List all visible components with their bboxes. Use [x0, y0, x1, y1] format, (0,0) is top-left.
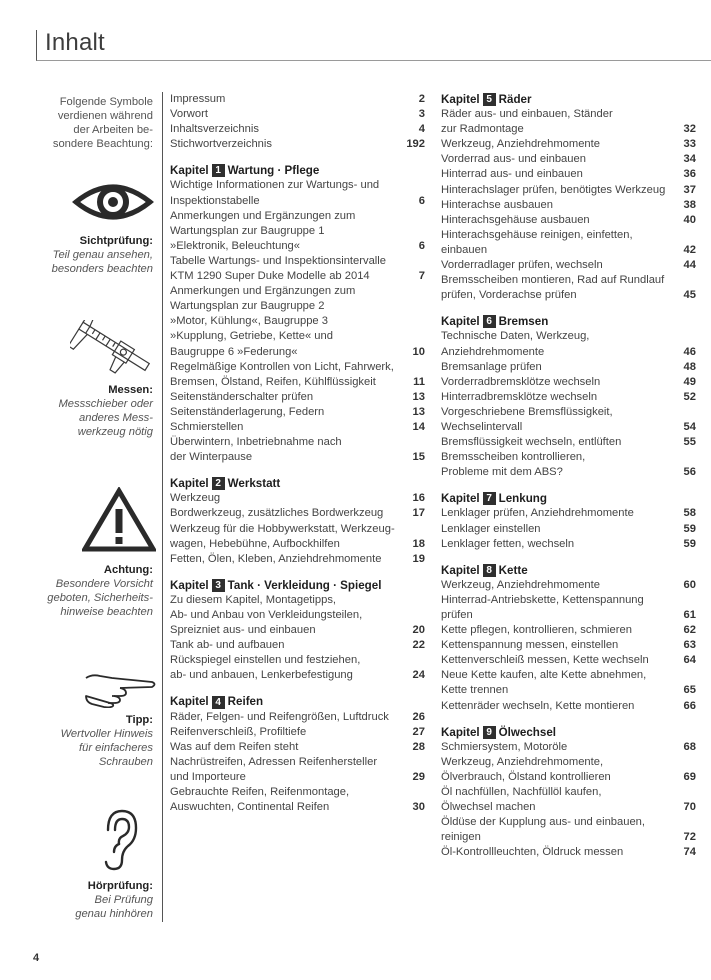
toc-entry[interactable]	[441, 360, 696, 375]
chapter-heading	[441, 92, 696, 107]
toc-entry[interactable]	[441, 578, 696, 593]
toc-entry[interactable]	[170, 360, 425, 390]
page-number: 4	[33, 952, 40, 964]
toc-entry-title: Hinterachse ausbauen	[441, 198, 553, 211]
toc-entry-title: Stichwortverzeichnis	[170, 138, 272, 151]
toc-entry-title: Schmierstellen	[170, 420, 244, 433]
toc-entry-title: Öl nachfüllen, Nachfüllöl kaufen, Ölwechsel machen	[441, 786, 602, 814]
toc-entry[interactable]	[441, 435, 696, 450]
toc-entry[interactable]	[170, 178, 425, 208]
toc-entry-page: 69	[683, 770, 696, 783]
toc-entry-title: Vorwort	[170, 108, 208, 121]
toc-entry-title: Schmiersystem, Motoröle	[441, 740, 568, 753]
toc-entry-title: Seitenständerschalter prüfen	[170, 390, 314, 403]
toc-entry-page: 192	[406, 138, 425, 151]
toc-entry[interactable]	[441, 845, 696, 860]
toc-entry[interactable]	[441, 755, 696, 785]
toc-entry[interactable]	[170, 405, 425, 420]
toc-entry[interactable]	[441, 329, 696, 359]
toc-entry-page: 30	[412, 801, 425, 814]
column-divider	[162, 92, 163, 922]
toc-entry-title: Bordwerkzeug, zusätzliches Bordwerkzeug	[170, 507, 384, 520]
toc-entry-title: Hinterachsgehäuse reinigen, einfetten, einbauen	[441, 228, 633, 256]
toc-entry[interactable]	[170, 284, 425, 359]
toc-column-left	[170, 92, 425, 816]
caliper-icon	[70, 320, 156, 376]
toc-entry[interactable]	[170, 420, 425, 435]
toc-entry-title: Überwintern, Inbetriebnahme nach der Winterpause	[170, 436, 342, 464]
toc-entry[interactable]	[441, 668, 696, 698]
toc-entry-page: 48	[683, 360, 696, 373]
toc-section	[441, 314, 696, 480]
toc-entry-title: Räder, Felgen- und Reifengrößen, Luftdruck	[170, 710, 389, 723]
chapter-title: Räder	[498, 93, 532, 106]
chapter-number-badge: 6	[483, 315, 496, 328]
toc-entry[interactable]	[441, 653, 696, 668]
toc-entry[interactable]	[441, 785, 696, 815]
toc-entry[interactable]	[441, 740, 696, 755]
toc-entry-page: 13	[412, 390, 425, 403]
symbol-messen: Messen: Messschieber oder anderes Mess- werkzeug nötig	[58, 384, 153, 438]
warning-icon	[82, 487, 156, 553]
toc-entry-title: Lenklager einstellen	[441, 522, 541, 535]
chapter-heading	[170, 163, 425, 178]
toc-entry-page: 59	[683, 537, 696, 550]
chapter-number-badge: 1	[212, 164, 225, 177]
chapter-heading	[170, 694, 425, 709]
toc-section	[441, 725, 696, 861]
toc-entry-page: 70	[683, 801, 696, 814]
toc-entry-page: 19	[412, 552, 425, 565]
chapter-heading	[170, 578, 425, 593]
toc-entry-page: 58	[683, 507, 696, 520]
toc-entry-title: Inhaltsverzeichnis	[170, 123, 259, 136]
toc-entry-page: 38	[683, 198, 696, 211]
chapter-heading	[170, 476, 425, 491]
toc-entry-page: 68	[683, 740, 696, 753]
toc-entry-title: Vorderradlager prüfen, wechseln	[441, 259, 603, 272]
toc-entry-title: Fetten, Ölen, Kleben, Anziehdrehmomente	[170, 552, 382, 565]
chapter-title: Tank · Verkleidung · Spiegel	[227, 578, 382, 592]
toc-entry-title: Wichtige Informationen zur Wartungs- und Inspektionstabelle	[170, 179, 380, 207]
toc-entry-title: Lenklager fetten, wechseln	[441, 537, 575, 550]
toc-entry-page: 63	[683, 639, 696, 652]
toc-entry-title: Anmerkungen und Ergänzungen zum Wartungsplan zur Baugruppe 1 »Elektronik, Beleuchtung«	[170, 209, 356, 252]
toc-entry-page: 65	[683, 684, 696, 697]
toc-entry-page: 24	[412, 669, 425, 682]
toc-section	[170, 163, 425, 465]
toc-entry[interactable]	[170, 506, 425, 521]
symbol-sichtpruefung: Sichtprüfung: Teil genau ansehen, besonders beachten	[51, 235, 153, 275]
toc-entry-title: Hinterradbremsklötze wechseln	[441, 390, 598, 403]
toc-entry[interactable]	[170, 435, 425, 465]
toc-entry-page: 45	[683, 289, 696, 302]
toc-entry-title: Lenklager prüfen, Anziehdrehmomente	[441, 507, 634, 520]
toc-entry[interactable]	[441, 273, 696, 303]
eye-icon	[72, 178, 154, 226]
page-title: Inhalt	[45, 29, 105, 56]
chapter-number-badge: 2	[212, 477, 225, 490]
toc-entry-title: Vorderradbremsklötze wechseln	[441, 375, 601, 388]
toc-entry-title: Seitenständerlagerung, Federn	[170, 405, 325, 418]
toc-entry-page: 61	[683, 609, 696, 621]
toc-entry-page: 56	[683, 466, 696, 479]
toc-entry-title: Kettenräder wechseln, Kette montieren	[441, 699, 635, 712]
symbols-intro: Folgende Symbole verdienen während der Arbeiten be- sondere Beachtung:	[52, 96, 153, 150]
page-header	[36, 30, 711, 61]
toc-entry[interactable]	[441, 390, 696, 405]
toc-entry[interactable]	[170, 552, 425, 567]
toc-entry[interactable]	[170, 755, 425, 785]
toc-entry-title: Vorgeschriebene Bremsflüssigkeit, Wechselintervall	[441, 405, 613, 433]
toc-entry[interactable]	[441, 450, 696, 480]
toc-entry-page: 29	[412, 770, 425, 783]
toc-entry[interactable]	[441, 623, 696, 638]
toc-entry-page: 34	[683, 153, 696, 166]
chapter-title: Ölwechsel	[498, 725, 557, 739]
toc-entry-page: 54	[683, 420, 696, 433]
chapter-number-badge: 5	[483, 93, 496, 106]
toc-entry[interactable]	[441, 405, 696, 435]
toc-section	[170, 476, 425, 567]
chapter-title: Reifen	[227, 695, 264, 709]
toc-entry-page: 33	[683, 138, 696, 151]
toc-entry[interactable]	[441, 522, 696, 537]
chapter-label: Kapitel	[170, 695, 209, 709]
toc-entry-page: 2	[418, 93, 425, 105]
toc-entry-page: 11	[413, 375, 425, 388]
chapter-title: Werkstatt	[227, 477, 281, 491]
toc-entry-page: 59	[683, 522, 696, 535]
toc-entry-page: 60	[683, 578, 696, 591]
toc-entry-page: 40	[683, 213, 696, 226]
toc-entry-page: 62	[683, 624, 696, 637]
toc-entry-title: Werkzeug, Anziehdrehmomente	[441, 578, 600, 591]
toc-entry[interactable]	[441, 213, 696, 228]
toc-entry-page: 17	[412, 507, 425, 520]
toc-entry-title: Kette pflegen, kontrollieren, schmieren	[441, 624, 632, 637]
chapter-number-badge: 7	[483, 492, 496, 505]
toc-entry-page: 44	[683, 259, 696, 272]
toc-entry-page: 27	[412, 725, 425, 738]
chapter-number-badge: 8	[483, 564, 496, 577]
chapter-heading	[441, 563, 696, 578]
toc-entry-title: Hinterrad aus- und einbauen	[441, 168, 583, 181]
toc-entry[interactable]	[170, 522, 425, 552]
chapter-title: Wartung · Pflege	[227, 164, 320, 178]
toc-entry-title: Kettenverschleiß messen, Kette wechseln	[441, 654, 649, 667]
toc-entry-title: Bremsscheiben montieren, Rad auf Rundlauf prüfen, Vorderachse prüfen	[441, 274, 665, 302]
toc-entry-title: Impressum	[170, 93, 226, 105]
toc-entry-title: Gebrauchte Reifen, Reifenmontage, Auswuchten, Continental Reifen	[170, 786, 350, 814]
toc-entry-title: Hinterachsgehäuse ausbauen	[441, 213, 590, 226]
toc-entry-title: Was auf dem Reifen steht	[170, 740, 299, 753]
toc-entry[interactable]	[170, 209, 425, 254]
toc-entry-title: Bremsanlage prüfen	[441, 360, 542, 373]
toc-entry-page: 42	[683, 243, 696, 256]
toc-entry[interactable]	[441, 228, 696, 258]
toc-entry[interactable]	[170, 725, 425, 740]
toc-entry-page: 74	[683, 846, 696, 859]
toc-section	[441, 92, 696, 303]
toc-entry[interactable]	[441, 537, 696, 552]
toc-entry-title: Tabelle Wartungs- und Inspektionsintervalle KTM 1290 Super Duke Modelle ab 2014	[170, 254, 386, 283]
toc-entry-page: 3	[418, 108, 425, 121]
chapter-number-badge: 4	[212, 696, 225, 709]
chapter-heading	[441, 491, 696, 506]
toc-entry-title: Bremsscheiben kontrollieren, Probleme mit dem ABS?	[441, 451, 586, 479]
toc-entry-title: Hinterachslager prüfen, benötigtes Werkzeug	[441, 183, 666, 196]
toc-entry-page: 55	[683, 436, 696, 449]
chapter-label: Kapitel	[170, 578, 209, 592]
toc-entry[interactable]	[170, 390, 425, 405]
symbol-hoerpruefung: Hörprüfung: Bei Prüfung genau hinhören	[75, 880, 153, 920]
toc-entry-page: 14	[412, 420, 425, 433]
toc-entry-page: 10	[412, 345, 425, 358]
chapter-label: Kapitel	[441, 315, 480, 329]
chapter-number-badge: 9	[483, 726, 496, 739]
toc-entry-title: Anmerkungen und Ergänzungen zum Wartungsplan zur Baugruppe 2 »Motor, Kühlung«, Baugruppe 3 »Kupplung, Getriebe, Kette« und Baugruppe 6 »Federung«	[170, 285, 356, 358]
toc-entry[interactable]	[170, 254, 425, 284]
toc-entry-page: 72	[683, 831, 696, 844]
symbol-tipp: Tipp: Wertvoller Hinweis für einfacheres Schrauben	[60, 714, 153, 768]
toc-entry[interactable]	[170, 137, 425, 152]
toc-entry-title: Tank ab- und aufbauen	[170, 639, 285, 652]
toc-entry[interactable]	[170, 92, 425, 107]
toc-entry-page: 66	[683, 699, 696, 712]
toc-entry[interactable]	[170, 710, 425, 725]
toc-entry-title: Kettenspannung messen, einstellen	[441, 639, 619, 652]
toc-entry[interactable]	[441, 699, 696, 714]
chapter-label: Kapitel	[170, 164, 209, 178]
chapter-title: Kette	[498, 563, 528, 577]
toc-entry-page: 32	[683, 123, 696, 136]
toc-section	[170, 92, 425, 152]
chapter-label: Kapitel	[170, 477, 209, 491]
toc-entry[interactable]	[441, 258, 696, 273]
toc-entry-title: Öl-Kontrollleuchten, Öldruck messen	[441, 846, 624, 859]
chapter-label: Kapitel	[441, 725, 480, 739]
toc-entry[interactable]	[170, 491, 425, 506]
toc-entry[interactable]	[170, 122, 425, 137]
toc-entry-title: Hinterrad-Antriebskette, Kettenspannung prüfen	[441, 593, 644, 621]
chapter-title: Bremsen	[498, 315, 549, 329]
toc-entry-page: 46	[683, 345, 696, 358]
toc-entry-title: Technische Daten, Werkzeug, Anziehdrehmomente	[441, 330, 590, 358]
toc-entry-page: 16	[412, 492, 425, 505]
toc-entry-page: 13	[412, 405, 425, 418]
toc-section	[441, 491, 696, 551]
toc-entry-page: 15	[412, 451, 425, 464]
toc-entry-title: Regelmäßige Kontrollen von Licht, Fahrwerk, Bremsen, Ölstand, Reifen, Kühlflüssigkeit	[170, 360, 394, 388]
toc-entry-title: Werkzeug für die Hobbywerkstatt, Werkzeug- wagen, Hebebühne, Aufbockhilfen	[170, 522, 395, 550]
toc-entry-page: 6	[418, 194, 425, 207]
toc-entry[interactable]	[441, 107, 696, 137]
toc-entry-title: Bremsflüssigkeit wechseln, entlüften	[441, 436, 622, 449]
toc-entry-page: 7	[418, 270, 425, 283]
toc-entry-page: 49	[683, 375, 696, 388]
toc-entry[interactable]	[170, 653, 425, 683]
toc-entry[interactable]	[441, 638, 696, 653]
toc-entry[interactable]	[441, 183, 696, 198]
toc-entry[interactable]	[441, 375, 696, 390]
ear-icon	[100, 808, 140, 872]
toc-entry-title: Werkzeug	[170, 492, 221, 505]
chapter-label: Kapitel	[441, 492, 480, 506]
toc-entry[interactable]	[441, 152, 696, 167]
toc-column-right	[441, 92, 696, 862]
toc-entry-title: Vorderrad aus- und einbauen	[441, 153, 586, 166]
toc-entry[interactable]	[441, 506, 696, 521]
toc-section	[441, 563, 696, 714]
toc-entry-page: 4	[418, 123, 425, 136]
toc-entry[interactable]	[441, 137, 696, 152]
toc-entry-page: 37	[683, 183, 696, 196]
toc-entry-page: 64	[683, 654, 696, 667]
chapter-number-badge: 3	[212, 579, 225, 592]
toc-entry-page: 6	[418, 239, 425, 252]
toc-entry-page: 22	[412, 639, 425, 652]
chapter-heading	[441, 314, 696, 329]
toc-entry-page: 52	[683, 390, 696, 403]
chapter-title: Lenkung	[498, 492, 547, 506]
toc-entry-title: Reifenverschleiß, Profiltiefe	[170, 725, 307, 738]
toc-entry-page: 18	[412, 537, 425, 550]
toc-entry-title: Zu diesem Kapitel, Montagetipps, Ab- und Anbau von Verkleidungsteilen, Spreizniet aus- und einbauen	[170, 593, 363, 637]
toc-entry[interactable]	[441, 198, 696, 213]
toc-entry-title: Räder aus- und einbauen, Ständer zur Radmontage	[441, 108, 613, 136]
toc-entry[interactable]	[170, 740, 425, 755]
toc-entry[interactable]	[170, 107, 425, 122]
toc-entry-page: 20	[412, 624, 425, 637]
pointing-hand-icon	[82, 670, 158, 708]
toc-entry[interactable]	[441, 167, 696, 182]
toc-entry-title: Nachrüstreifen, Adressen Reifenhersteller und Importeure	[170, 755, 378, 783]
toc-entry-title: Neue Kette kaufen, alte Kette abnehmen, Kette trennen	[441, 669, 647, 697]
symbol-achtung: Achtung: Besondere Vorsicht geboten, Sicherheits- hinweise beachten	[47, 564, 153, 618]
toc-entry-page: 26	[412, 710, 425, 723]
toc-entry[interactable]	[441, 815, 696, 845]
toc-entry-title: Rückspiegel einstellen und festziehen, ab- und anbauen, Lenkerbefestigung	[170, 654, 361, 682]
toc-entry[interactable]	[170, 638, 425, 653]
toc-entry-page: 36	[683, 168, 696, 181]
toc-entry[interactable]	[170, 593, 425, 638]
chapter-heading	[441, 725, 696, 740]
toc-section	[170, 578, 425, 684]
toc-entry-title: Werkzeug, Anziehdrehmomente, Ölverbrauch, Ölstand kontrollieren	[441, 755, 611, 783]
toc-entry-title: Öldüse der Kupplung aus- und einbauen, reinigen	[441, 816, 646, 844]
chapter-label: Kapitel	[441, 93, 480, 106]
toc-entry-title: Werkzeug, Anziehdrehmomente	[441, 138, 600, 151]
toc-entry[interactable]	[441, 593, 696, 623]
toc-section	[170, 694, 425, 815]
toc-entry-page: 28	[412, 740, 425, 753]
toc-entry[interactable]	[170, 785, 425, 815]
chapter-label: Kapitel	[441, 563, 480, 577]
